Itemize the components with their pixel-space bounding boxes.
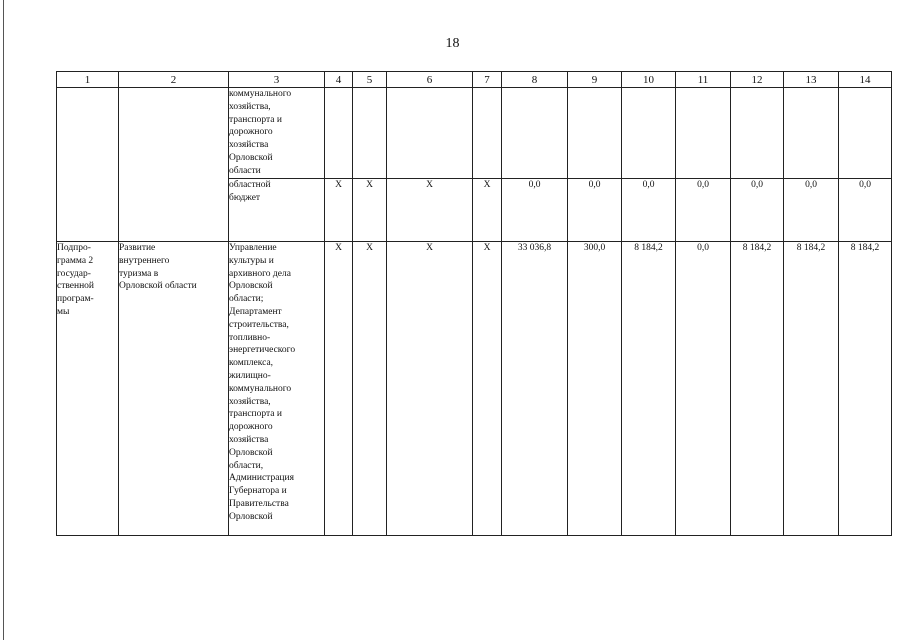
value-cell: Х xyxy=(353,242,387,536)
executor-cell: коммунального хозяйства, транспорта и дорожного хозяйства Орловской области xyxy=(229,88,325,179)
table-cell xyxy=(784,88,839,179)
header-cell: 14 xyxy=(839,72,892,88)
table-cell xyxy=(622,88,676,179)
value-cell: Х xyxy=(387,179,473,242)
value-cell: 0,0 xyxy=(502,179,568,242)
value-cell: 8 184,2 xyxy=(622,242,676,536)
value-cell: 0,0 xyxy=(568,179,622,242)
table-cell xyxy=(676,88,731,179)
table-cell xyxy=(119,88,229,242)
funding-source-cell: областной бюджет xyxy=(229,179,325,242)
subprogram-cell: Подпро- грамма 2 государ- ственной програм- мы xyxy=(57,242,119,536)
value-cell: Х xyxy=(473,179,502,242)
table-cell xyxy=(353,88,387,179)
value-cell: 0,0 xyxy=(622,179,676,242)
value-cell: 33 036,8 xyxy=(502,242,568,536)
table-cell xyxy=(839,88,892,179)
table-cell xyxy=(731,88,784,179)
header-cell: 10 xyxy=(622,72,676,88)
header-cell: 4 xyxy=(325,72,353,88)
subprogram-title-cell: Развитие внутреннего туризма в Орловской области xyxy=(119,242,229,536)
table-cell xyxy=(568,88,622,179)
table-cell xyxy=(387,88,473,179)
value-cell: 0,0 xyxy=(676,179,731,242)
header-cell: 3 xyxy=(229,72,325,88)
value-cell: 300,0 xyxy=(568,242,622,536)
header-cell: 6 xyxy=(387,72,473,88)
value-cell: Х xyxy=(387,242,473,536)
header-cell: 13 xyxy=(784,72,839,88)
header-row xyxy=(57,72,892,88)
value-cell: 8 184,2 xyxy=(784,242,839,536)
header-cell: 12 xyxy=(731,72,784,88)
value-cell: 0,0 xyxy=(731,179,784,242)
header-cell: 8 xyxy=(502,72,568,88)
value-cell: 0,0 xyxy=(784,179,839,242)
value-cell: 0,0 xyxy=(839,179,892,242)
table-cell xyxy=(57,88,119,242)
table-cell xyxy=(325,88,353,179)
value-cell: Х xyxy=(353,179,387,242)
table-row xyxy=(57,88,892,179)
executor-cell: Управление культуры и архивного дела Орловской области; Департамент строительства, топливно- энергетического комплекса, жилищно- коммунального хозяйства, транспорта и дорожного хозяйства Орловской области, Администрация Губернатора и Правительства Орловской xyxy=(229,242,325,536)
header-cell: 11 xyxy=(676,72,731,88)
table-cell xyxy=(473,88,502,179)
value-cell: Х xyxy=(473,242,502,536)
header-cell: 9 xyxy=(568,72,622,88)
table-row xyxy=(57,242,892,536)
header-cell: 2 xyxy=(119,72,229,88)
header-cell: 5 xyxy=(353,72,387,88)
value-cell: Х xyxy=(325,242,353,536)
header-cell: 7 xyxy=(473,72,502,88)
page-number: 18 xyxy=(445,36,460,51)
value-cell: 0,0 xyxy=(676,242,731,536)
value-cell: Х xyxy=(325,179,353,242)
header-cell: 1 xyxy=(57,72,119,88)
value-cell: 8 184,2 xyxy=(731,242,784,536)
table-cell xyxy=(502,88,568,179)
budget-table xyxy=(56,71,892,536)
page-edge-line xyxy=(3,0,4,640)
value-cell: 8 184,2 xyxy=(839,242,892,536)
